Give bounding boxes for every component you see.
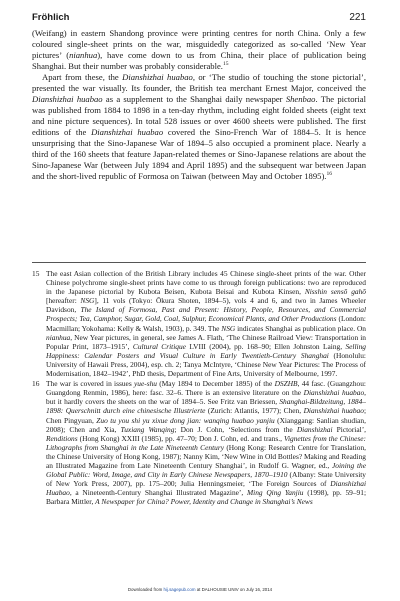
- italic-text: nianhua: [69, 50, 98, 60]
- italic-text: nianhua: [46, 332, 71, 342]
- italic-text: Vignettes from the Chinese: Lithographs from Shanghai in the Late Nineteenth Century: [46, 433, 367, 452]
- italic-text: Shanghai-Bildzeitung, 1884–1898: Querschnitt durch eine chinesische Illustrierte: [46, 397, 366, 416]
- italic-text: NSG: [221, 323, 236, 333]
- footnote-text: [46, 379, 366, 506]
- text-run: , a Nineteenth-Century Shanghai Illustrated Magazine’,: [69, 488, 247, 498]
- italic-text: NSG: [80, 296, 95, 306]
- italic-text: Dianshizhai huabao: [122, 72, 193, 82]
- text-run: (Xianggang: Sanlian shudian, 2008); Chen and Xia,: [46, 415, 366, 434]
- italic-text: Dianshizhai huabao: [32, 94, 103, 104]
- text-run: covered the Sino-French War of 1884–5. It is hence unsurprising that the Sino-Japanese War of 1894–5 also occupied a prominent place. Nearly a third of the 160 sheets that feature Japan-related themes or Sino-Japanese relations are about the Sino-Japanese War (between July 1894 and April 1895) and the subsequent war between Japan and the short-lived republic of Formosa on Taiwan (between May and October 1895).: [32, 127, 366, 181]
- italic-text: Dianshizhai huabao: [303, 406, 364, 416]
- text-run: The war is covered in issues: [46, 379, 134, 389]
- text-run: (Zurich: Atlantis, 1977); Chen,: [205, 406, 304, 416]
- text-run: , 44 fasc. (Guangzhou: Guangdong Renmin, 1986), here: fasc. 32–6. There is an extensive literature on the: [46, 379, 366, 398]
- text-run: Pictorial’,: [332, 424, 367, 434]
- text-run: . The pictorial was published from 1884 to 1898 in a ten-day rhythm, including eight folded sheets (eight text and nine picture sequences). In total 528 issues or over 4600 sheets were published. The first editions of the: [32, 94, 366, 137]
- italic-text: yue-shu: [133, 379, 157, 389]
- text-run: (London: Macmillan; Yokohama: Kelly & Walsh, 1903), p. 349. The: [46, 314, 366, 333]
- text-run: indicates Shanghai as publication place. On: [235, 323, 366, 333]
- body-text: [32, 28, 366, 182]
- footnote-number: 16: [32, 379, 40, 389]
- italic-text: Dianshizhai Huabao: [46, 479, 366, 498]
- italic-text: The Island of Formosa, Past and Present: History, People, Resources, and Commercial Prospects; Tea, Camphor, Sugar, Gold, Coal, Sulphur, Economical Plants, and Other Productions: [46, 305, 367, 324]
- footer-prefix: Downloaded from: [127, 587, 164, 592]
- footnotes: [32, 262, 366, 507]
- text-run: LVIII (2004), pp. 168–90; Ellen Johnston Laing,: [185, 341, 346, 351]
- running-head: [32, 12, 366, 23]
- text-run: ; Don J. Cohn, ‘Selections from the: [174, 424, 297, 434]
- text-run: , New Year pictures, in general, see James A. Flath, ‘The Chinese Railroad View: Transportation in Popular Print, 1873–1915’,: [46, 332, 366, 351]
- italic-text: Shenbao: [285, 94, 316, 104]
- text-run: (Hong Kong: Research Centre for Translation, the Chinese University of Hong Kong, 1987); Nanny Kim, ‘New Wine in Old Bottles? Making and Reading an Illustrated Magazine from Late Nineteenth Century Shanghai’, in Rudolf G. Wagner, ed.,: [46, 442, 366, 470]
- italic-text: Zuo tu you shi yu xixue dong jian: wanqing huabao yanjiu: [96, 415, 275, 425]
- paragraph-2: [32, 72, 366, 182]
- note-reference: 16: [326, 171, 333, 178]
- paragraph-1: [32, 28, 366, 72]
- italic-text: Dianshizhai huabao: [91, 127, 164, 137]
- text-run: as a supplement to the Shanghai daily newspaper: [102, 94, 286, 104]
- italic-text: Dianshizhai: [296, 424, 333, 434]
- text-run: (Albany: State University of New York Press, 2007), pp. 175–200; Julia Henningsmeier, ‘The Foreign Sources of: [46, 470, 366, 489]
- text-run: (May 1894 to December 1895) of the: [156, 379, 275, 389]
- footnote-number: 15: [32, 269, 40, 278]
- italic-text: Tuxiang Wanqing: [120, 424, 175, 434]
- footnote: [32, 379, 366, 506]
- italic-text: Joining the Global Public: Word, Image, and City in Early Chinese Newspapers, 1870–1910: [46, 460, 366, 480]
- text-run: (1998), pp. 59–91; Barbara Mittler,: [46, 488, 366, 507]
- italic-text: Cultural Critique: [132, 341, 186, 351]
- italic-text: Nisshin sensō gahō: [304, 287, 366, 297]
- text-run: (Honolulu: University of Hawaii Press, 2004), esp. ch. 2; Tanya McIntyre, ‘Chinese New Year Pictures: The Process of Modernisation, 1842–1942’, PhD thesis, Department of Fine Arts, University of Melbourne, 1997.: [46, 350, 366, 379]
- italic-text: Dianshizhai huabao: [303, 388, 365, 398]
- text-run: [hereafter:: [46, 296, 81, 306]
- running-head-author: Fröhlich: [32, 12, 70, 23]
- footnote: [32, 269, 366, 378]
- footer-suffix: at DALHOUSIE UNIV on July 16, 2014: [195, 587, 273, 592]
- text-run: ; Chen Pingyuan,: [46, 406, 367, 425]
- italic-text: Selling Happiness: Calendar Posters and Visual Culture in Early Twentieth-Century Shanghai: [46, 341, 366, 360]
- page-number: 221: [349, 12, 366, 23]
- text-run: ], 11 vols (Tokyo: Ōkura Shoten, 1894–5), vols 4 and 6, and two in James Wheeler Davidson,: [46, 296, 366, 315]
- italic-text: Ming Qing Yanjiu: [246, 488, 304, 498]
- note-reference: 15: [222, 61, 229, 68]
- footer-site-link[interactable]: hij.sagepub.com: [163, 587, 196, 592]
- italic-text: Renditions: [46, 433, 78, 443]
- text-run: , or ‘The studio of touching the stone pictorial’, presented the war visually. Its founder, the British tea merchant Ernest Major, conceived the: [32, 72, 366, 93]
- text-run: (Weifang) in eastern Shandong province were printing centres for north China. Only a few coloured single-sheet prints on the war, misguidedly categorized as so-called ‘New Year pictures’ (: [32, 28, 366, 60]
- text-run: Apart from these, the: [42, 72, 123, 82]
- text-run: The east Asian collection of the British Library includes 45 Chinese single-sheet prints of the war. Other Chinese polychrome single-sheet prints have come to us through foreign publications: two are reproduced in the Japanese pictorial by Kubota Beisen, Kubota Beisai and Kubota Kinsen,: [46, 269, 366, 297]
- italic-text: A Newspaper for China? Power, Identity and Change in Shanghai’s News: [95, 497, 313, 507]
- download-footer: [0, 587, 400, 592]
- text-run: , but it hardly covers the sheets on the war of 1894–5. See Fritz van Briessen,: [46, 388, 367, 407]
- text-run: ), have come down to us from China, their place of publication being Shanghai. But their number was probably considerable.: [32, 50, 367, 71]
- footnote-text: [46, 269, 366, 378]
- text-run: (Hong Kong) XXIII (1985), pp. 47–70; Don J. Cohn, ed. and trans.,: [77, 433, 284, 443]
- italic-text: DSZHB: [274, 379, 298, 389]
